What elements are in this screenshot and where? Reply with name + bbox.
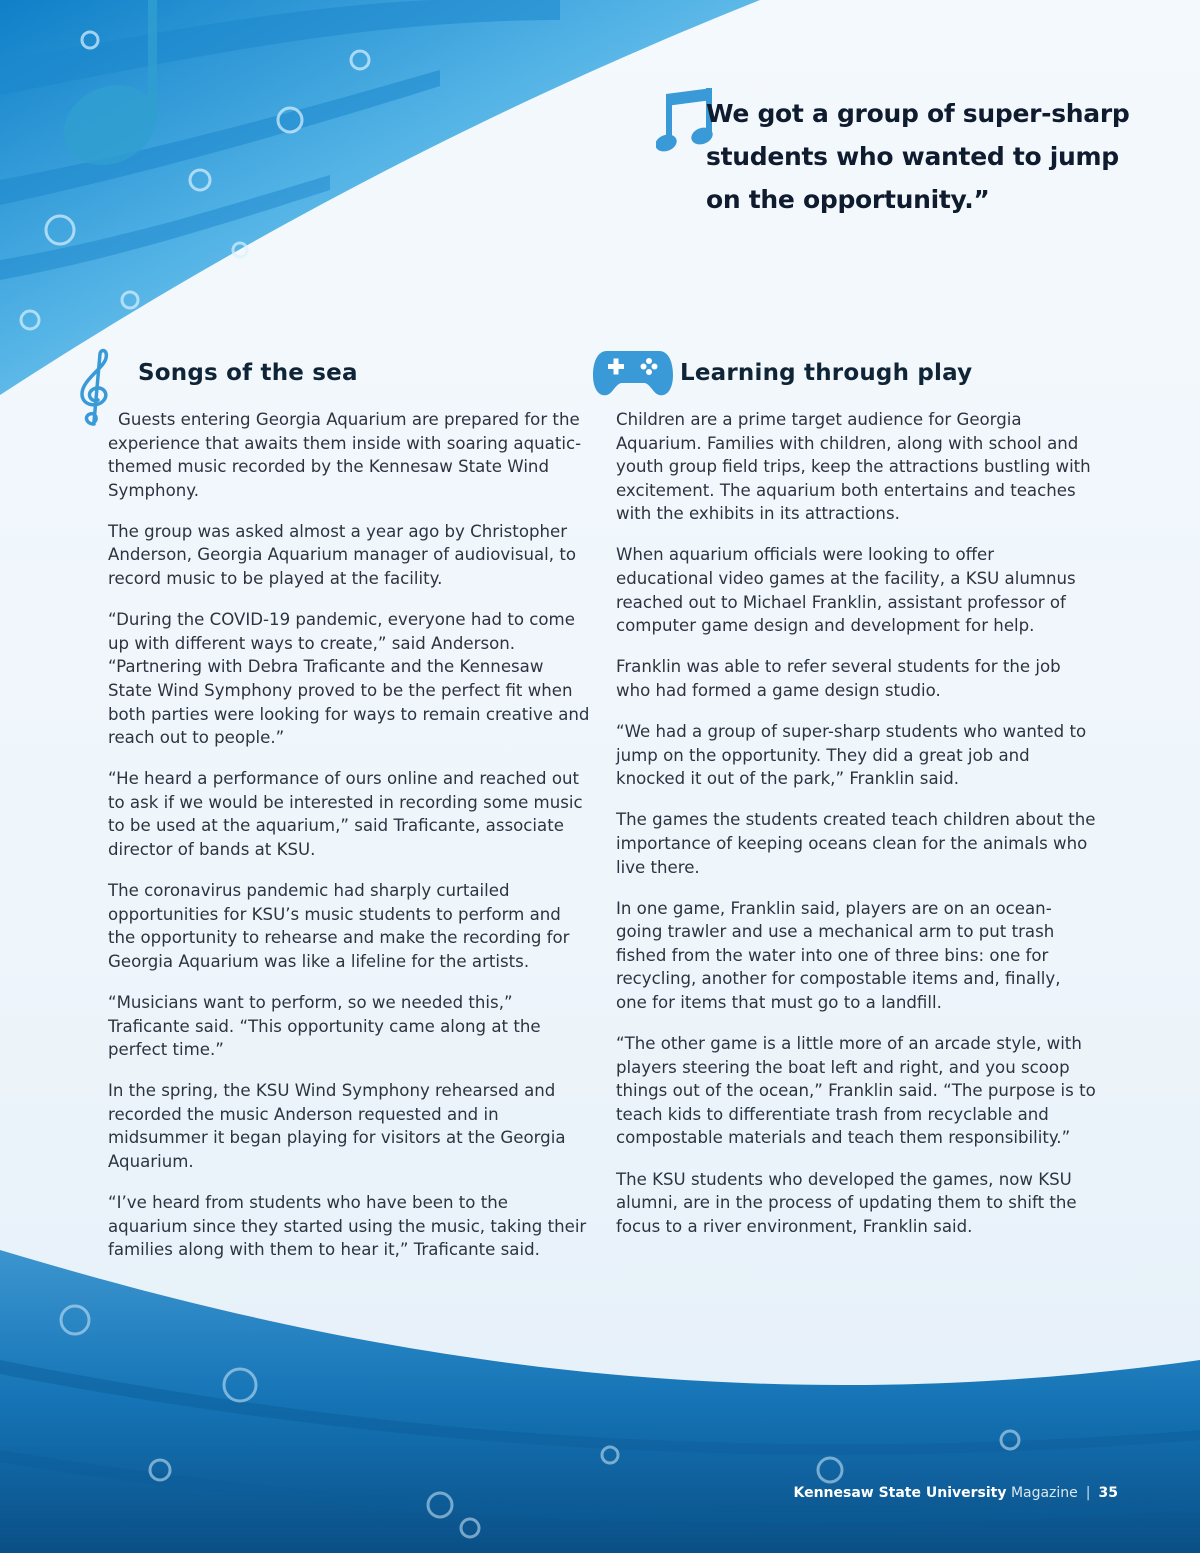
paragraph: Children are a prime target audience for Georgia Aquarium. Families with children, along with school and youth group field trips, keep the attractions bustling with excitement. The aquarium both entertains and teaches with the exhibits in its attractions.	[616, 410, 1091, 524]
paragraph: “During the COVID-19 pandemic, everyone had to come up with different ways to create,” said Anderson. “Partnering with Debra Traficante and the Kennesaw State Wind Symphony proved to be the perfect fit when both parties were looking for ways to remain creative and reach out to people.”	[108, 610, 590, 748]
left-column	[108, 408, 590, 1279]
footer-separator: |	[1085, 1485, 1091, 1501]
game-controller-icon	[593, 345, 673, 399]
left-heading: Songs of the sea	[138, 360, 358, 386]
paragraph: “Musicians want to perform, so we needed this,” Traficante said. “This opportunity came along at the perfect time.”	[108, 992, 541, 1060]
paragraph: The KSU students who developed the games, now KSU alumni, are in the process of updating them to shift the focus to a river environment, Franklin said.	[616, 1169, 1077, 1236]
footer-publisher: Kennesaw State University	[793, 1485, 1007, 1501]
paragraph: “We had a group of super-sharp students who wanted to jump on the opportunity. They did a great job and knocked it out of the park,” Franklin said.	[616, 722, 1087, 789]
paragraph: When aquarium officials were looking to offer educational video games at the facility, a KSU alumnus reached out to Michael Franklin, assistant professor of computer game design and development for help.	[616, 545, 1076, 636]
pull-quote: We got a group of super-sharp students who wanted to jump on the opportunity.”	[706, 99, 1130, 214]
paragraph: The group was asked almost a year ago by Christopher Anderson, Georgia Aquarium manager of audiovisual, to record music to be played at the facility.	[108, 521, 576, 589]
paragraph: “I’ve heard from students who have been to the aquarium since they started using the music, taking their families along with them to hear it,” Traficante said.	[108, 1193, 587, 1260]
paragraph: Guests entering Georgia Aquarium are prepared for the experience that awaits them inside with soaring aquatic-themed music recorded by the Kennesaw State Wind Symphony.	[108, 410, 582, 500]
page-footer	[793, 1485, 1118, 1501]
right-column	[616, 408, 1096, 1256]
right-heading: Learning through play	[680, 360, 973, 386]
paragraph: Franklin was able to refer several students for the job who had formed a game design studio.	[616, 657, 1061, 700]
paragraph: “He heard a performance of ours online and reached out to ask if we would be interested in recording some music to be used at the aquarium,” said Traficante, associate director of bands at KSU.	[108, 769, 583, 859]
paragraph: In one game, Franklin said, players are on an ocean-going trawler and use a mechanical arm to put trash fished from the water into one of three bins: one for recycling, another for compostable items and, finally, one for items that must go to a landfill.	[616, 898, 1061, 1012]
paragraph: In the spring, the KSU Wind Symphony rehearsed and recorded the music Anderson requested and in midsummer it began playing for visitors at the Georgia Aquarium.	[108, 1081, 566, 1172]
paragraph: The games the students created teach children about the importance of keeping oceans clean for the animals who live there.	[616, 810, 1096, 877]
paragraph: “The other game is a little more of an arcade style, with players steering the boat left and right, and you scoop things out of the ocean,” Franklin said. “The purpose is to teach kids to differentiate trash from recyclable and compostable materials and teach them responsibility.”	[616, 1034, 1096, 1148]
page-number: 35	[1098, 1485, 1118, 1501]
paragraph: The coronavirus pandemic had sharply curtailed opportunities for KSU’s music students to perform and the opportunity to rehearse and make the recording for Georgia Aquarium was like a lifeline for the artists.	[108, 881, 570, 971]
footer-publication: Magazine	[1010, 1485, 1078, 1501]
